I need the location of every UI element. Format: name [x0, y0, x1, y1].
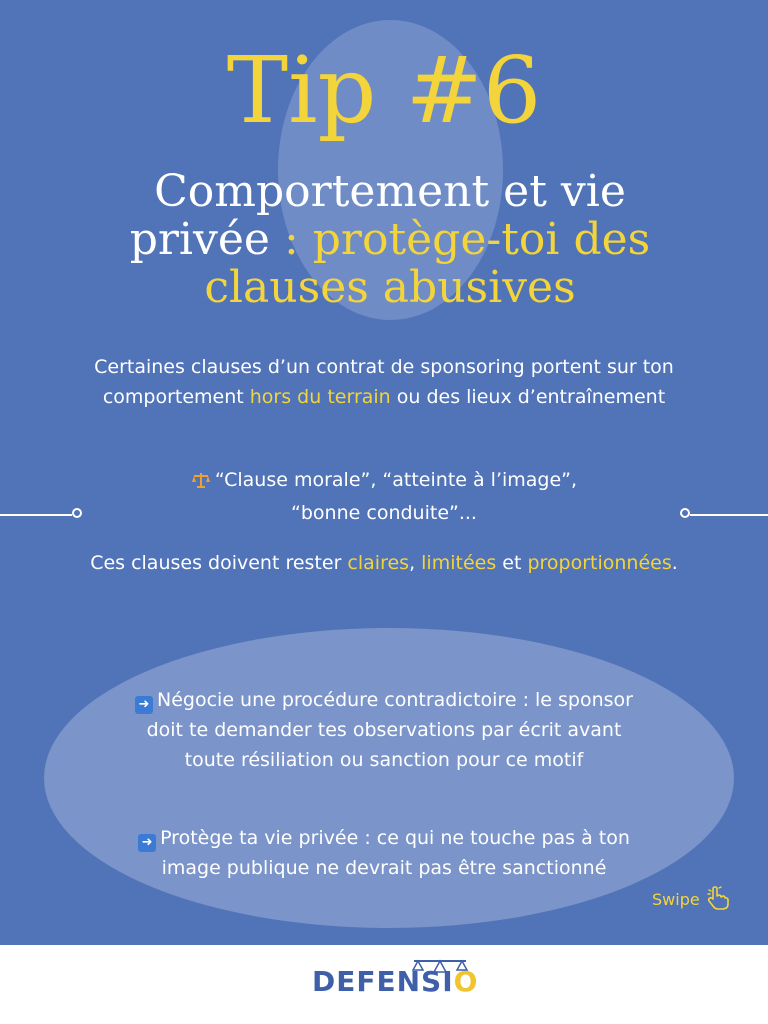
divider-line-right	[690, 514, 768, 516]
scale-icon	[191, 468, 211, 498]
swipe-label: Swipe	[652, 890, 700, 909]
clauses-end: .	[671, 552, 678, 574]
divider-dot-right	[680, 508, 690, 518]
headline-yellow: : protège-toi des clauses abusives	[204, 214, 651, 313]
intro-after: ou des lieux d’entraînement	[390, 386, 666, 408]
clauses-sep: ,	[409, 552, 422, 574]
advice-text: Négocie une procédure contradictoire : le sponsor doit te demander tes observations par écrit avant toute résiliation ou sanction pour ce motif	[146, 689, 633, 771]
clauses-h1: claires	[347, 552, 410, 574]
clauses-mid: et	[496, 552, 528, 574]
divider-dot-left	[72, 508, 82, 518]
logo-text-main: DEFENSI	[312, 965, 454, 998]
intro-before: Certaines clauses d’un contrat de sponsoring portent sur ton comportement	[94, 356, 674, 408]
advice-text: Protège ta vie privée : ce qui ne touche pas à ton image publique ne devrait pas être sanctionné	[160, 827, 630, 879]
clauses-h2: limitées	[421, 552, 497, 574]
advice-ellipse-background	[44, 628, 734, 928]
intro-highlight: hors du terrain	[249, 386, 391, 408]
swipe-hint[interactable]	[652, 885, 731, 915]
tip-number: #6	[405, 37, 542, 144]
headline-white: Comportement et vie privée	[129, 166, 626, 265]
tip-title	[0, 36, 768, 146]
quotes-paragraph	[170, 465, 598, 528]
clauses-h3: proportionnées	[527, 552, 672, 574]
logo-text-last: O	[453, 965, 479, 998]
arrow-right-icon: ➜	[138, 834, 156, 852]
scale-logo-icon	[410, 958, 470, 982]
advice-item	[120, 685, 648, 775]
tip-prefix: Tip	[226, 37, 377, 144]
pointing-hand-icon	[705, 885, 731, 915]
advice-item	[130, 823, 638, 883]
clauses-paragraph	[80, 548, 688, 578]
quotes-text: “Clause morale”, “atteinte à l’image”, “bonne conduite”...	[214, 469, 578, 524]
divider-line-left	[0, 514, 72, 516]
intro-paragraph	[80, 352, 688, 412]
headline	[100, 168, 680, 312]
arrow-right-icon: ➜	[135, 696, 153, 714]
clauses-before: Ces clauses doivent rester	[90, 552, 348, 574]
